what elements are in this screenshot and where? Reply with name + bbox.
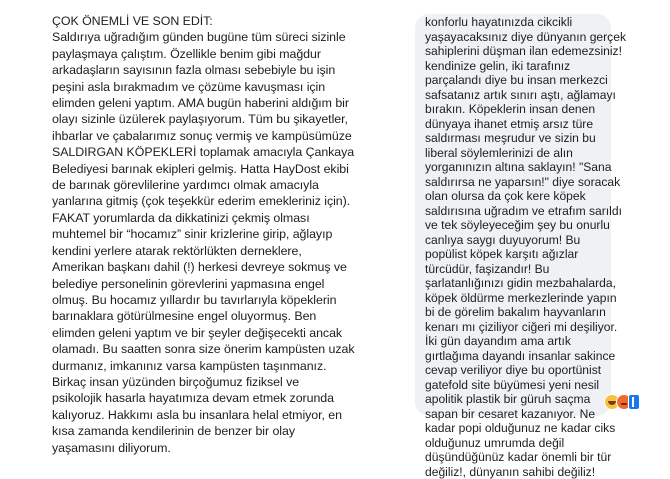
text-line: türcüdür, faşizandır! Bu — [425, 262, 615, 277]
text-line: saldırırsa ne yaparsın!" diye soracak — [425, 175, 615, 190]
text-line: gırtlağıma dayandı insanlar sakince — [425, 349, 615, 364]
text-line: konforlu hayatınızda cikcikli — [425, 15, 615, 30]
text-line: arkadaşların sayısının fazla olması sebebiyle bu işin — [52, 62, 352, 78]
text-line: kalıyoruz. Hakkımı asla bu insanlara helal etmiyor, en — [52, 407, 352, 423]
text-line: bi de görelim bakalım hayvanların — [425, 305, 615, 320]
text-line: dünyaya ihanet etmiş arsız türe — [425, 117, 615, 132]
text-line: elimden geleni yaptım. AMA bugün haberini aldığım bir — [52, 95, 352, 111]
text-line: olduğunuz umrumda değil — [425, 436, 615, 451]
text-line: apolitik plastik bir güruh saçma — [425, 392, 615, 407]
text-line: Amerikan başkanı dahil (!) herkesi devreye sokmuş ve — [52, 259, 352, 275]
text-line: olayı sizinle üzülerek paylaşıyorum. Tüm bu şikayetler, — [52, 111, 352, 127]
text-line: ve tek söyleyeceğim şey bu onurlu — [425, 218, 615, 233]
like-reaction-icon — [628, 394, 640, 410]
text-line: yorganınızın altına saklayın! "Sana — [425, 160, 615, 175]
text-line: kendini yerlere atarak rektörlükten derneklere, — [52, 243, 352, 259]
text-line: Birkaç insan yüzünden birçoğumuz fiziksel ve — [52, 374, 352, 390]
text-line: psikolojik hasarla hayatımıza devam etmek zorunda — [52, 390, 352, 406]
text-line: liberal söylemlerinizi de alın — [425, 146, 615, 161]
text-line: sahiplerini düşman ilan edemezsiniz! — [425, 44, 615, 59]
text-line: kenarı mı çiziliyor ciğeri mi deşiliyor. — [425, 320, 615, 335]
text-line: Belediyesi barınak ekipleri gelmiş. Hatta HayDost ekibi — [52, 161, 352, 177]
text-line: muhtemel bir “hocamız” sinir krizlerine girip, ağlayıp — [52, 226, 352, 242]
text-line: saldırması meşrudur ve sizin bu — [425, 131, 615, 146]
text-line: kendinize gelin, iki tarafınız — [425, 59, 615, 74]
comment-text — [425, 15, 615, 479]
text-line: canlıya saygı duyuyorum! Bu — [425, 233, 615, 248]
text-line: de barınak görevlilerine yardımcı olmak amacıyla — [52, 177, 352, 193]
text-line: kısa zamanda kendilerinin de benzer bir olay — [52, 423, 352, 439]
text-line: olmuş. Bu hocamız yıllardır bu tavırlarıyla köpeklerin — [52, 292, 352, 308]
text-line: ihbarlar ve çabalarımız sonuç vermiş ve kampüsümüze — [52, 128, 352, 144]
text-line: düşündüğünüz kadar önemli bir tür — [425, 450, 615, 465]
text-line: belediye personelinin görevlerini yapmasına engel — [52, 276, 352, 292]
text-line: İki gün dayandım ama artık — [425, 334, 615, 349]
text-line: elimden geleni yaptım ve bir şeyler değişecekti ancak — [52, 325, 352, 341]
text-line: FAKAT yorumlarda da dikkatinizi çekmiş olması — [52, 210, 352, 226]
text-line: yanlarına gitmiş (çok teşekkür ederim emekleriniz için). — [52, 193, 352, 209]
text-line: SALDIRGAN KÖPEKLERİ toplamak amacıyla Çankaya — [52, 144, 352, 160]
text-line: paylaşmaya çalıştım. Özellikle benim gibi mağdur — [52, 46, 352, 62]
text-line: değiliz!, dünyanın sahibi değiliz! — [425, 465, 615, 479]
text-line: saldırısına uğradım ve etrafım sarıldı — [425, 204, 615, 219]
text-line: barınaklara götürülmesine engel oluyormuş. Ben — [52, 308, 352, 324]
text-line: kadar popi olduğunuz ne kadar ciks — [425, 421, 615, 436]
text-line: olamadı. Bu saatten sonra size önerim kampüsten uzak — [52, 341, 352, 357]
text-line: yaşamasını diliyorum. — [52, 440, 352, 456]
text-line: olan olursa da çok kere köpek — [425, 189, 615, 204]
text-line: sapan bir cesaret kazanıyor. Ne — [425, 407, 615, 422]
text-line: parçalandı diye bu insan merkezci — [425, 73, 615, 88]
text-line: Saldırıya uğradığım günden bugüne tüm süreci sizinle — [52, 29, 352, 45]
text-line: köpek öldürme merkezlerinde yapın — [425, 291, 615, 306]
post-text — [52, 13, 352, 456]
text-line: şarlatanlığınızı gidin mezbahalarda, — [425, 276, 615, 291]
text-line: cevap veriliyor diye bu oportünist — [425, 363, 615, 378]
text-line: yaşayacaksınız diye dünyanın gerçek — [425, 30, 615, 45]
text-line: safsatanız artık sınırı aştı, ağlamayı — [425, 88, 615, 103]
text-line: peşini asla bırakmadım ve çözüme kavuşması için — [52, 79, 352, 95]
comment-reactions[interactable] — [604, 394, 640, 410]
text-line: gatefold site büyümesi yeni nesil — [425, 378, 615, 393]
text-line: popülist köpek karşıtı ağızlar — [425, 247, 615, 262]
text-line: durmanız, imkanınız varsa kampüsten taşınmanız. — [52, 358, 352, 374]
text-line: bırakın. Köpeklerin insan denen — [425, 102, 615, 117]
text-line: ÇOK ÖNEMLİ VE SON EDİT: — [52, 13, 352, 29]
